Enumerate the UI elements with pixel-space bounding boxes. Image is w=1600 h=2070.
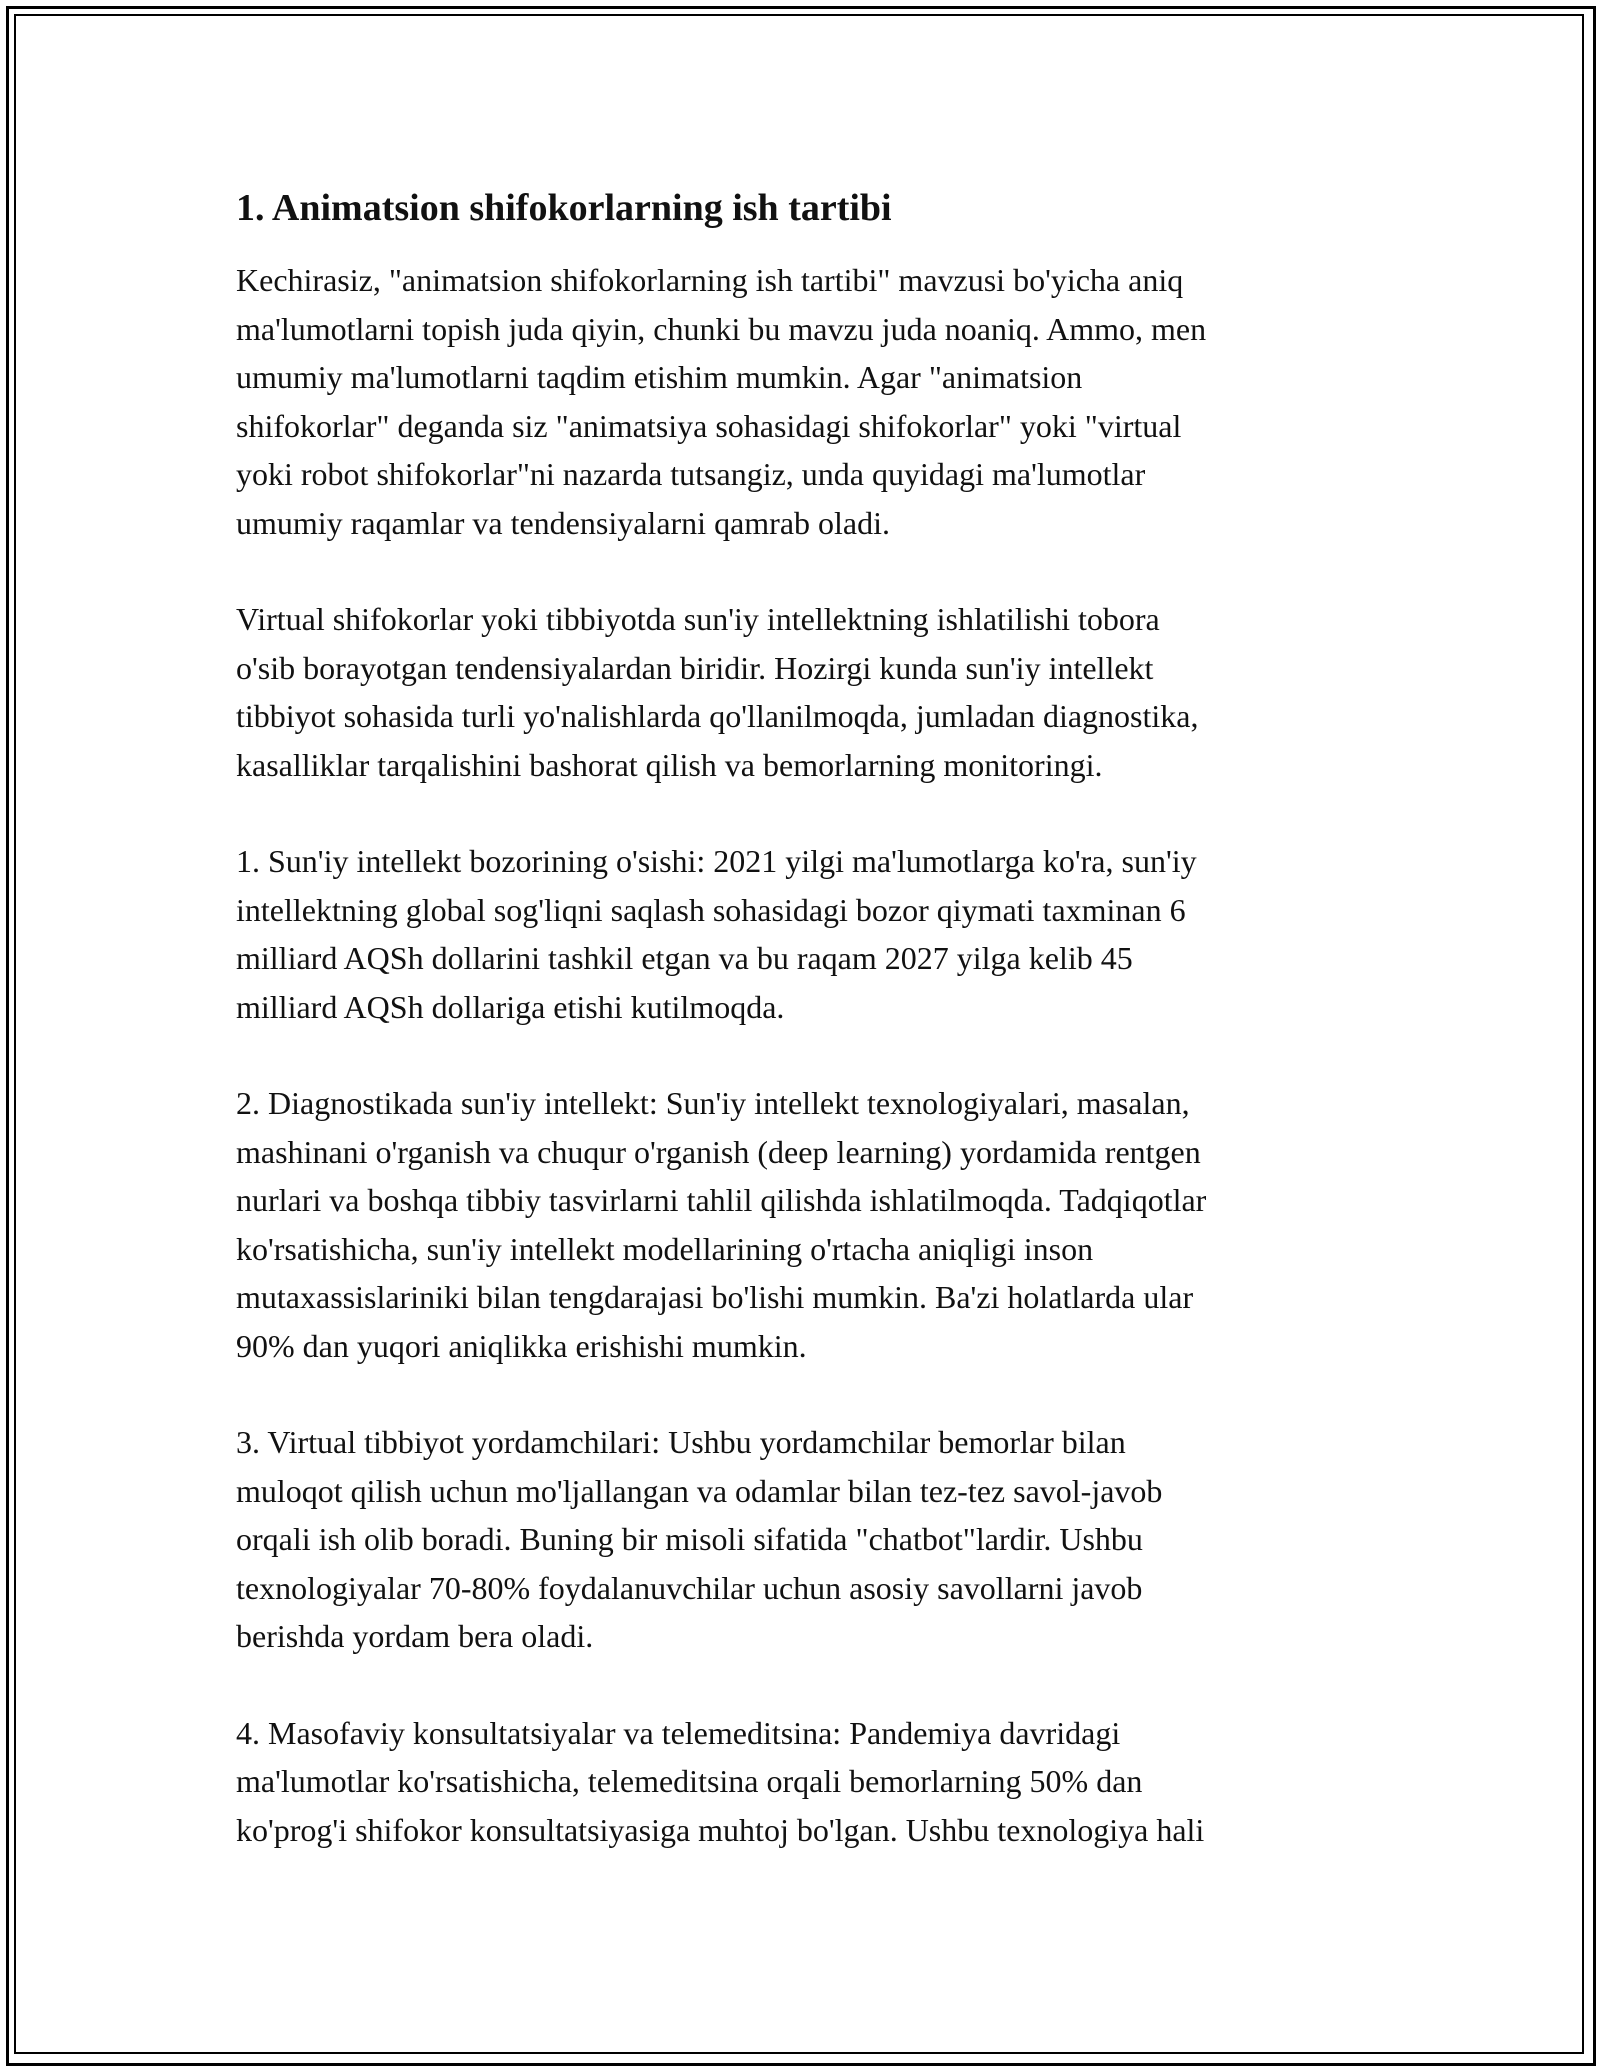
- text-line: 90% dan yuqori aniqlikka erishishi mumkin.: [236, 1327, 807, 1364]
- text-line: mashinani o'rganish va chuqur o'rganish (deep learning) yordamida rentgen: [236, 1133, 1201, 1170]
- text-line: orqali ish olib boradi. Buning bir misoli sifatida "chatbot"lardir. Ushbu: [236, 1521, 1143, 1557]
- text-line: 2. Diagnostikada sun'iy intellekt: Sun'iy intellekt texnologiyalari, masalan,: [236, 1085, 1190, 1121]
- text-line: shifokorlar" deganda siz "animatsiya sohasidagi shifokorlar" yoki "virtual: [236, 407, 1182, 444]
- text-line: 1. Sun'iy intellekt bozorining o'sishi: 2021 yilgi ma'lumotlarga ko'ra, sun'iy: [236, 843, 1197, 879]
- text-line: ma'lumotlarni topish juda qiyin, chunki bu mavzu juda noaniq. Ammo, men: [236, 310, 1207, 347]
- text-line: mutaxassislariniki bilan tengdarajasi bo'lishi mumkin. Ba'zi holatlarda ular: [236, 1279, 1194, 1315]
- paragraph-item-3: [236, 1418, 1360, 1661]
- paragraph-item-2: [236, 1079, 1360, 1370]
- text-line: kasalliklar tarqalishini bashorat qilish va bemorlarning monitoringi.: [236, 746, 1103, 783]
- text-line: nurlari va boshqa tibbiy tasvirlarni tahlil qilishda ishlatilmoqda. Tadqiqotlar: [236, 1182, 1207, 1218]
- text-line: umumiy raqamlar va tendensiyalarni qamrab oladi.: [236, 504, 890, 541]
- paragraph-item-1: [236, 837, 1360, 1031]
- text-line: ko'prog'i shifokor konsultatsiyasiga muhtoj bo'lgan. Ushbu texnologiya hali: [236, 1811, 1205, 1848]
- text-line: texnologiyalar 70-80% foydalanuvchilar uchun asosiy savollarni javob: [236, 1569, 1143, 1606]
- text-line: yoki robot shifokorlar"ni nazarda tutsangiz, unda quyidagi ma'lumotlar: [236, 456, 1146, 492]
- text-line: o'sib borayotgan tendensiyalardan biridir. Hozirgi kunda sun'iy intellekt: [236, 649, 1154, 686]
- text-line: muloqot qilish uchun mo'ljallangan va odamlar bilan tez-tez savol-javob: [236, 1472, 1163, 1509]
- text-line: tibbiyot sohasida turli yo'nalishlarda qo'llanilmoqda, jumladan diagnostika,: [236, 698, 1199, 734]
- text-line: intellektning global sog'liqni saqlash sohasidagi bozor qiymati taxminan 6: [236, 891, 1186, 928]
- paragraph-item-4: [236, 1709, 1360, 1855]
- text-line: milliard AQSh dollariga etishi kutilmoqda.: [236, 988, 785, 1025]
- text-line: 3. Virtual tibbiyot yordamchilari: Ushbu yordamchilar bemorlar bilan: [236, 1424, 1126, 1460]
- text-line: ma'lumotlar ko'rsatishicha, telemeditsina orqali bemorlarning 50% dan: [236, 1763, 1143, 1799]
- text-line: berishda yordam bera oladi.: [236, 1618, 594, 1654]
- text-line: milliard AQSh dollarini tashkil etgan va bu raqam 2027 yilga kelib 45: [236, 940, 1133, 976]
- text-line: Virtual shifokorlar yoki tibbiyotda sun'iy intellektning ishlatilishi tobora: [236, 601, 1160, 637]
- document-body: [236, 184, 1360, 1902]
- paragraph-intro: [236, 256, 1360, 547]
- text-line: umumiy ma'lumotlarni taqdim etishim mumkin. Agar "animatsion: [236, 359, 1083, 395]
- text-line: 4. Masofaviy konsultatsiyalar va telemeditsina: Pandemiya davridagi: [236, 1714, 1121, 1751]
- text-line: ko'rsatishicha, sun'iy intellekt modellarining o'rtacha aniqligi inson: [236, 1230, 1094, 1267]
- paragraph-virtual-doctors: [236, 595, 1360, 789]
- document-title: 1. Animatsion shifokorlarning ish tartibi: [236, 187, 892, 229]
- text-line: Kechirasiz, "animatsion shifokorlarning ish tartibi" mavzusi bo'yicha aniq: [236, 262, 1184, 298]
